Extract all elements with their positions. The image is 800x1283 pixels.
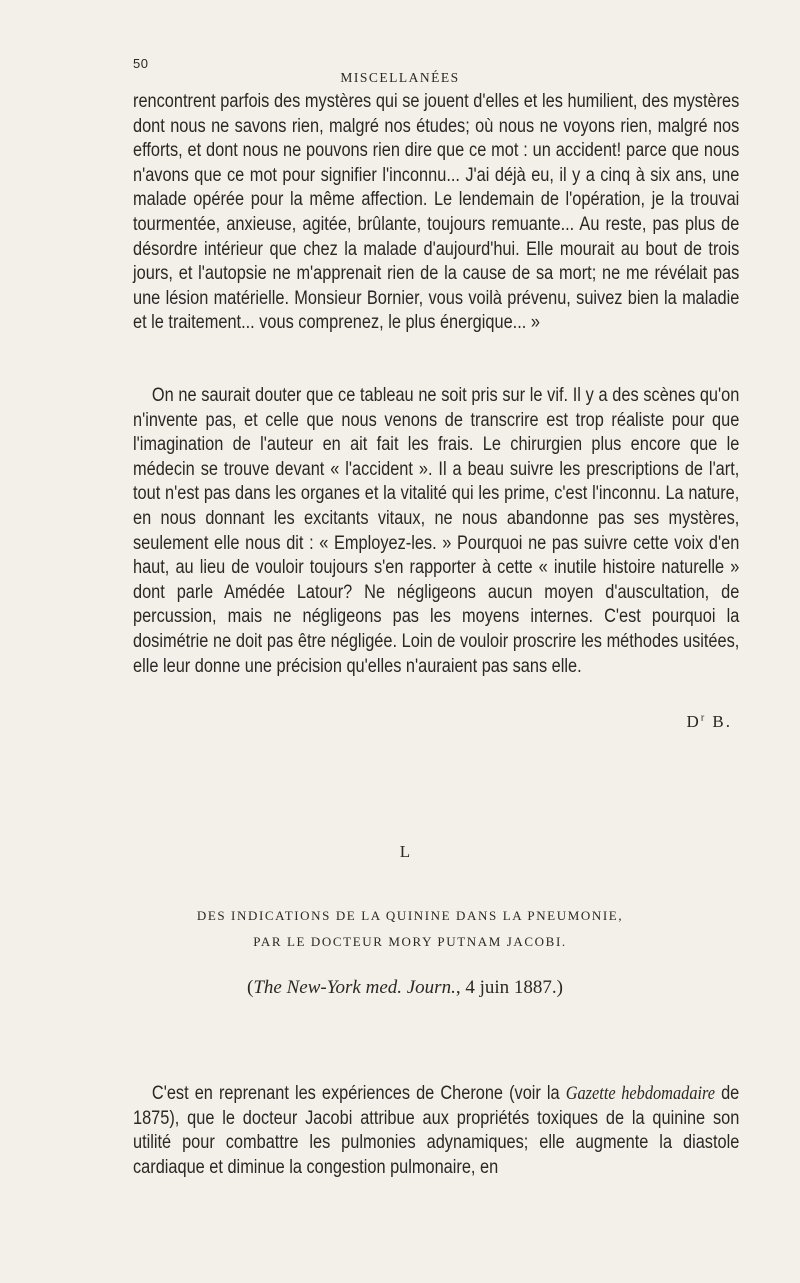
body-text-middle xyxy=(133,384,739,679)
source-open-paren: ( xyxy=(247,977,254,998)
body-text-top xyxy=(133,90,739,336)
article-title-line-1: DES INDICATIONS DE LA QUININE DANS LA PNEUMONIE, xyxy=(196,908,624,923)
article-title xyxy=(0,903,800,955)
running-title: MISCELLANÉES xyxy=(340,70,460,85)
author-signature xyxy=(687,712,732,732)
paragraph-commentary: On ne saurait douter que ce tableau ne soit pris sur le vif. Il y a des scènes qu'on n'invente pas, et celle que nous venons de transcrire est trop réaliste pour que l'imagination de l'auteur en ait fait les frais. Le chirurgien plus encore que le médecin se trouve devant « l'accident ». Il a beau suivre les prescriptions de l'art, tout n'est pas dans les organes et la vitalité qui les prime, c'est l'inconnu. La nature, en nous donnant les excitants vitaux, ne nous abandonne pas ses mystères, seulement elle nous dit : « Employez-les. » Pourquoi ne pas suivre cette voix d'en haut, au lieu de vouloir toujours s'en rapporter à cette « inutile histoire naturelle » dont parle Amédée Latour? Ne négligeons aucun moyen d'auscultation, de percussion, mais ne négligeons pas les moyens internes. C'est pourquoi la dosimétrie ne doit pas être négligée. Loin de vouloir proscrire les méthodes usitées, elle leur donne une précision qu'elles n'auraient pas sans elle. xyxy=(133,385,740,677)
paragraph-continuation: rencontrent parfois des mystères qui se jouent d'elles et les humilient, des mystères dont nous ne savons rien, malgré nos études; où nous ne voyons rien, malgré nos efforts, et dont nous ne pouvons rien dire que ce mot : un accident! parce que nous n'avons que ce mot pour signifier l'inconnu... J'ai déjà eu, il y a cinq à six ans, une malade opérée pour la même affection. Le lendemain de l'opération, je la trouvai tourmentée, anxieuse, agitée, brûlante, toujours remuante... Au reste, pas plus de désordre intérieur que chez la malade d'aujourd'hui. Elle mourait au bout de trois jours, et l'autopsie ne m'apprenait rien de la cause de sa mort; ne me révélait pas une lésion matérielle. Monsieur Bornier, vous voilà prévenu, suivez bien la maladie et le traitement... vous comprenez, le plus énergique... » xyxy=(133,91,740,334)
signature-name: B. xyxy=(712,712,732,731)
source-journal: The New-York med. Journ. xyxy=(253,977,456,998)
body-text-bottom xyxy=(133,1082,739,1180)
article-title-line-2: PAR LE DOCTEUR MORY PUTNAM JACOBI. xyxy=(253,934,567,949)
paragraph-article-start xyxy=(133,1082,739,1180)
article-source xyxy=(0,977,800,999)
paragraph-italic-journal: Gazette hebdomadaire xyxy=(565,1083,716,1104)
signature-prefix: D xyxy=(686,712,701,731)
page-number: 50 xyxy=(133,56,149,71)
paragraph-text-after: de 1875), que le docteur Jacobi attribue aux propriétés toxiques de la quinine son utilité pour combattre les pulmonies adynamiques; elle augmente la diastole cardiaque et diminue la congestion pulmonaire, en xyxy=(133,1083,740,1178)
paragraph-text-before: C'est en reprenant les expériences de Cherone (voir la xyxy=(151,1083,566,1104)
signature-superscript: r xyxy=(700,712,707,724)
source-date: , 4 juin 1887.) xyxy=(455,977,563,998)
section-letter: L xyxy=(399,842,411,861)
